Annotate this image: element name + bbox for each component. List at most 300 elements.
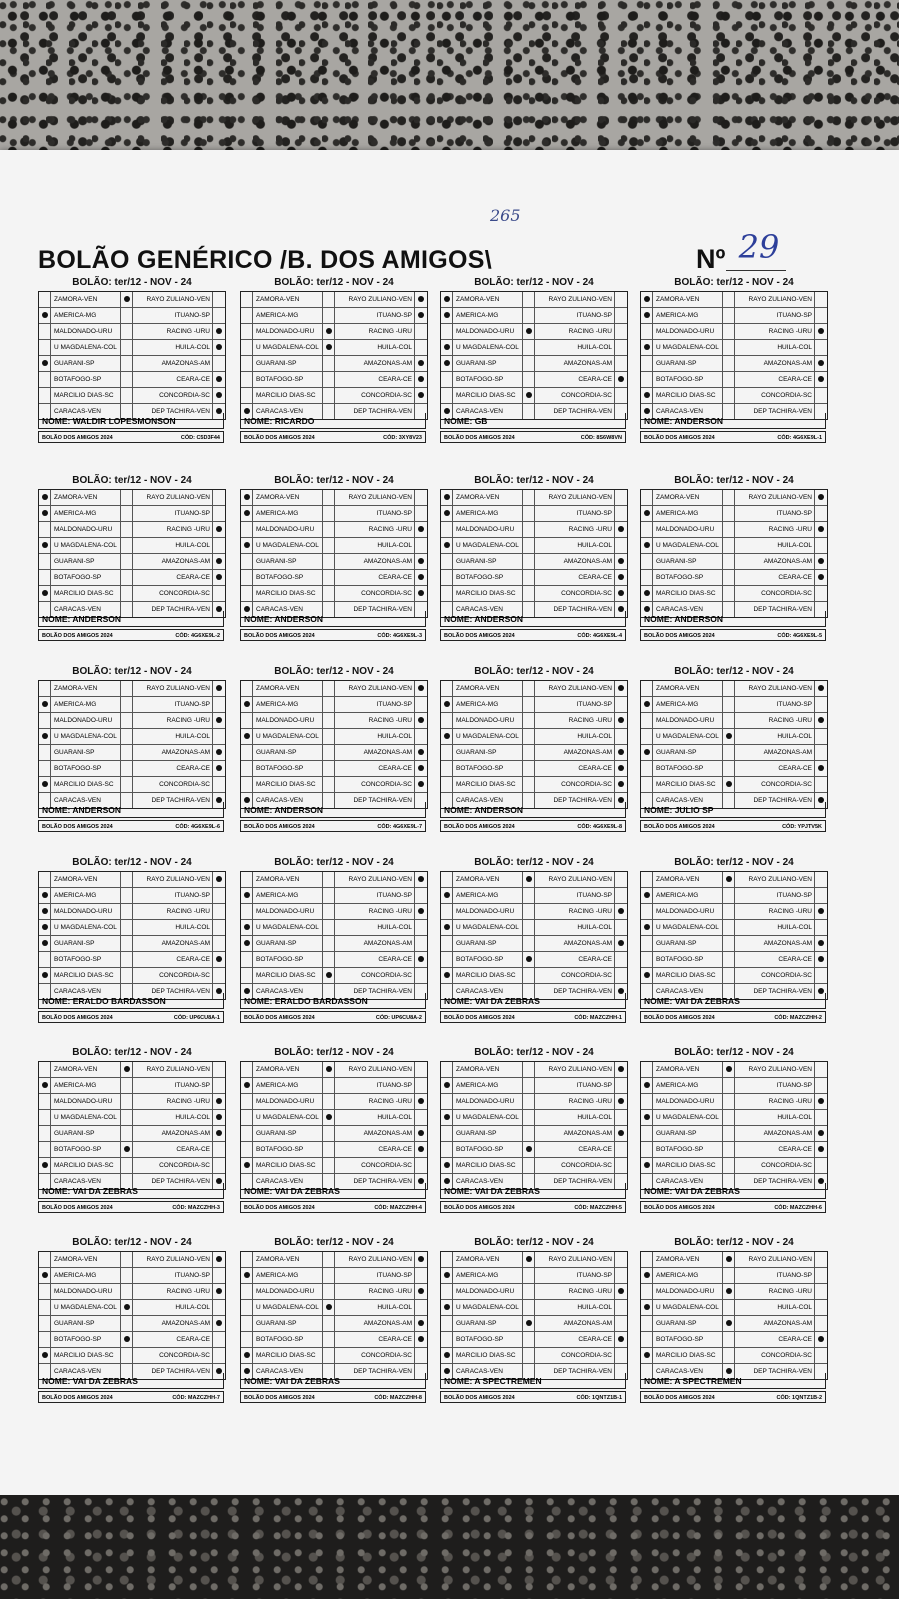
- home-pick-cell: [241, 1268, 253, 1283]
- draw-pick-cell: [723, 713, 735, 728]
- draw-pick-cell: [723, 372, 735, 387]
- home-pick-cell: [641, 729, 653, 744]
- pick-dot-icon: [526, 392, 532, 398]
- draw-pick-cell: [323, 968, 335, 983]
- draw-pick-cell: [723, 324, 735, 339]
- match-grid: [38, 1251, 226, 1380]
- away-team: HUILA-COL: [335, 1300, 415, 1315]
- home-pick-cell: [241, 586, 253, 601]
- home-pick-cell: [241, 554, 253, 569]
- ticket-code: CÓD: MAZCZHH-6: [774, 1205, 822, 1211]
- home-pick-cell: [241, 681, 253, 696]
- match-row: [441, 292, 627, 308]
- home-pick-cell: [441, 292, 453, 307]
- home-team: AMERICA-MG: [653, 308, 723, 323]
- away-team: HUILA-COL: [735, 1300, 815, 1315]
- away-team: CEARA-CE: [335, 952, 415, 967]
- away-pick-cell: [815, 586, 827, 601]
- away-pick-cell: [415, 372, 427, 387]
- away-team: CEARA-CE: [535, 372, 615, 387]
- draw-pick-cell: [323, 1332, 335, 1347]
- draw-pick-cell: [723, 586, 735, 601]
- match-row: [641, 888, 827, 904]
- footer-label: BOLÃO DOS AMIGOS 2024: [644, 824, 715, 830]
- match-row: [441, 1142, 627, 1158]
- player-name: NOME: ANDERSON: [240, 611, 426, 627]
- player-name: NOME: VAI DA ZEBRAS: [440, 993, 626, 1009]
- footer-label: BOLÃO DOS AMIGOS 2024: [644, 1015, 715, 1021]
- match-row: [641, 490, 827, 506]
- away-pick-cell: [415, 968, 427, 983]
- ticket-title: BOLÃO: ter/12 - NOV - 24: [274, 1047, 394, 1058]
- footer-label: BOLÃO DOS AMIGOS 2024: [244, 1395, 315, 1401]
- draw-pick-cell: [121, 1252, 133, 1267]
- match-row: [441, 745, 627, 761]
- home-pick-cell: [39, 1078, 51, 1093]
- home-team: GUARANI-SP: [51, 1126, 121, 1141]
- home-team: CARACAS-VEN: [51, 602, 121, 617]
- home-team: CARACAS-VEN: [51, 984, 121, 999]
- ticket-title: BOLÃO: ter/12 - NOV - 24: [674, 475, 794, 486]
- away-pick-cell: [615, 920, 627, 935]
- draw-pick-cell: [121, 904, 133, 919]
- draw-pick-cell: [121, 1126, 133, 1141]
- home-team: AMERICA-MG: [453, 1268, 523, 1283]
- match-row: [641, 1126, 827, 1142]
- ticket-code: CÓD: MAZCZHH-5: [574, 1205, 622, 1211]
- pick-dot-icon: [418, 590, 424, 596]
- away-team: CEARA-CE: [133, 952, 213, 967]
- draw-pick-cell: [723, 745, 735, 760]
- pick-dot-icon: [216, 1098, 222, 1104]
- home-team: ZAMORA-VEN: [253, 681, 323, 696]
- home-pick-cell: [39, 324, 51, 339]
- draw-pick-cell: [523, 920, 535, 935]
- footer-label: BOLÃO DOS AMIGOS 2024: [244, 824, 315, 830]
- away-pick-cell: [815, 761, 827, 776]
- away-team: AMAZONAS-AM: [133, 356, 213, 371]
- match-row: [441, 968, 627, 984]
- away-pick-cell: [213, 761, 225, 776]
- pick-dot-icon: [42, 1082, 48, 1088]
- pick-dot-icon: [618, 781, 624, 787]
- pick-dot-icon: [326, 1066, 332, 1072]
- home-team: AMERICA-MG: [653, 1078, 723, 1093]
- pick-dot-icon: [42, 494, 48, 500]
- home-pick-cell: [441, 1126, 453, 1141]
- match-row: [641, 372, 827, 388]
- away-team: CEARA-CE: [133, 1332, 213, 1347]
- home-team: U MAGDALENA-COL: [453, 1110, 523, 1125]
- match-row: [39, 1094, 225, 1110]
- draw-pick-cell: [723, 1110, 735, 1125]
- match-row: [241, 1158, 427, 1174]
- ticket-title: BOLÃO: ter/12 - NOV - 24: [72, 277, 192, 288]
- home-team: GUARANI-SP: [51, 745, 121, 760]
- away-pick-cell: [213, 506, 225, 521]
- home-team: CARACAS-VEN: [653, 602, 723, 617]
- home-team: U MAGDALENA-COL: [51, 340, 121, 355]
- away-team: AMAZONAS-AM: [335, 1126, 415, 1141]
- pick-dot-icon: [644, 1304, 650, 1310]
- away-team: ITUANO-SP: [335, 1078, 415, 1093]
- away-pick-cell: [415, 872, 427, 887]
- home-team: BOTAFOGO-SP: [453, 952, 523, 967]
- home-pick-cell: [441, 570, 453, 585]
- match-row: [641, 952, 827, 968]
- draw-pick-cell: [523, 1110, 535, 1125]
- draw-pick-cell: [121, 1142, 133, 1157]
- ticket-title: BOLÃO: ter/12 - NOV - 24: [274, 475, 394, 486]
- away-pick-cell: [815, 713, 827, 728]
- home-pick-cell: [241, 1126, 253, 1141]
- home-pick-cell: [641, 538, 653, 553]
- draw-pick-cell: [323, 522, 335, 537]
- pick-dot-icon: [444, 344, 450, 350]
- away-team: CONCORDIA-SC: [335, 388, 415, 403]
- pick-dot-icon: [644, 344, 650, 350]
- away-team: AMAZONAS-AM: [335, 745, 415, 760]
- away-team: RACING -URU: [535, 1094, 615, 1109]
- away-team: DEP TACHIRA-VEN: [535, 1174, 615, 1189]
- home-pick-cell: [441, 1078, 453, 1093]
- pick-dot-icon: [818, 1336, 824, 1342]
- match-row: [441, 490, 627, 506]
- player-name: NOME: VAI DA ZEBRAS: [440, 1183, 626, 1199]
- pick-dot-icon: [326, 1304, 332, 1310]
- ticket-footer: [640, 431, 826, 443]
- away-pick-cell: [615, 1110, 627, 1125]
- home-team: MALDONADO-URU: [253, 522, 323, 537]
- pick-dot-icon: [42, 1162, 48, 1168]
- footer-label: BOLÃO DOS AMIGOS 2024: [244, 633, 315, 639]
- away-pick-cell: [615, 1316, 627, 1331]
- home-pick-cell: [39, 1284, 51, 1299]
- away-team: DEP TACHIRA-VEN: [133, 984, 213, 999]
- draw-pick-cell: [323, 292, 335, 307]
- match-row: [641, 570, 827, 586]
- match-row: [641, 292, 827, 308]
- pick-dot-icon: [216, 328, 222, 334]
- pick-dot-icon: [726, 781, 732, 787]
- ticket-title: BOLÃO: ter/12 - NOV - 24: [474, 666, 594, 677]
- match-row: [441, 1332, 627, 1348]
- pick-dot-icon: [818, 1146, 824, 1152]
- home-pick-cell: [441, 538, 453, 553]
- pick-dot-icon: [418, 312, 424, 318]
- match-row: [39, 777, 225, 793]
- home-pick-cell: [441, 1268, 453, 1283]
- match-row: [441, 1300, 627, 1316]
- ticket-card: [640, 1237, 828, 1415]
- match-row: [641, 1268, 827, 1284]
- home-pick-cell: [441, 968, 453, 983]
- pick-dot-icon: [244, 542, 250, 548]
- ticket-card: [440, 277, 628, 455]
- match-row: [641, 729, 827, 745]
- home-pick-cell: [241, 1158, 253, 1173]
- ticket-card: [640, 1047, 828, 1225]
- ticket-footer: [38, 431, 224, 443]
- pick-dot-icon: [526, 1320, 532, 1326]
- match-grid: [440, 871, 628, 1000]
- match-row: [241, 713, 427, 729]
- pick-dot-icon: [124, 1066, 130, 1072]
- home-pick-cell: [241, 745, 253, 760]
- pick-dot-icon: [618, 1288, 624, 1294]
- match-row: [441, 1158, 627, 1174]
- match-row: [441, 308, 627, 324]
- away-pick-cell: [213, 490, 225, 505]
- draw-pick-cell: [723, 522, 735, 537]
- draw-pick-cell: [121, 713, 133, 728]
- away-team: ITUANO-SP: [335, 506, 415, 521]
- home-pick-cell: [441, 506, 453, 521]
- home-pick-cell: [641, 570, 653, 585]
- home-pick-cell: [39, 1094, 51, 1109]
- home-pick-cell: [441, 522, 453, 537]
- player-name: NOME: ANDERSON: [640, 611, 826, 627]
- away-pick-cell: [815, 324, 827, 339]
- draw-pick-cell: [723, 681, 735, 696]
- draw-pick-cell: [723, 388, 735, 403]
- away-pick-cell: [415, 308, 427, 323]
- home-team: MALDONADO-URU: [51, 1284, 121, 1299]
- draw-pick-cell: [523, 586, 535, 601]
- away-pick-cell: [615, 522, 627, 537]
- pick-dot-icon: [726, 1288, 732, 1294]
- away-pick-cell: [213, 340, 225, 355]
- home-pick-cell: [441, 372, 453, 387]
- draw-pick-cell: [121, 872, 133, 887]
- away-pick-cell: [213, 1158, 225, 1173]
- away-pick-cell: [815, 1348, 827, 1363]
- footer-label: BOLÃO DOS AMIGOS 2024: [244, 1205, 315, 1211]
- away-team: ITUANO-SP: [133, 1078, 213, 1093]
- match-row: [441, 936, 627, 952]
- pick-dot-icon: [418, 956, 424, 962]
- home-team: CARACAS-VEN: [453, 984, 523, 999]
- home-team: MALDONADO-URU: [653, 904, 723, 919]
- away-pick-cell: [415, 936, 427, 951]
- pick-dot-icon: [618, 526, 624, 532]
- footer-label: BOLÃO DOS AMIGOS 2024: [42, 824, 113, 830]
- home-pick-cell: [241, 388, 253, 403]
- away-team: DEP TACHIRA-VEN: [535, 984, 615, 999]
- away-pick-cell: [213, 1142, 225, 1157]
- home-pick-cell: [641, 745, 653, 760]
- away-pick-cell: [615, 372, 627, 387]
- home-pick-cell: [241, 936, 253, 951]
- away-pick-cell: [213, 388, 225, 403]
- away-pick-cell: [213, 920, 225, 935]
- pick-dot-icon: [244, 510, 250, 516]
- home-pick-cell: [39, 308, 51, 323]
- home-team: GUARANI-SP: [453, 1316, 523, 1331]
- away-pick-cell: [815, 1126, 827, 1141]
- match-row: [39, 522, 225, 538]
- away-pick-cell: [415, 586, 427, 601]
- draw-pick-cell: [723, 872, 735, 887]
- home-team: GUARANI-SP: [253, 745, 323, 760]
- ticket-code: CÓD: 4G6XE9L-1: [777, 435, 822, 441]
- home-pick-cell: [39, 1142, 51, 1157]
- draw-pick-cell: [723, 936, 735, 951]
- home-team: BOTAFOGO-SP: [453, 570, 523, 585]
- away-team: RAYO ZULIANO-VEN: [133, 1062, 213, 1077]
- draw-pick-cell: [323, 745, 335, 760]
- away-pick-cell: [615, 324, 627, 339]
- pick-dot-icon: [818, 494, 824, 500]
- pick-dot-icon: [418, 574, 424, 580]
- pick-dot-icon: [618, 558, 624, 564]
- draw-pick-cell: [523, 904, 535, 919]
- draw-pick-cell: [121, 1078, 133, 1093]
- pick-dot-icon: [644, 1272, 650, 1278]
- away-team: DEP TACHIRA-VEN: [735, 602, 815, 617]
- away-team: RAYO ZULIANO-VEN: [735, 872, 815, 887]
- match-row: [39, 904, 225, 920]
- away-team: CONCORDIA-SC: [535, 777, 615, 792]
- ticket-code: CÓD: C5D3F44: [180, 435, 220, 441]
- home-pick-cell: [641, 1110, 653, 1125]
- away-team: DEP TACHIRA-VEN: [335, 1364, 415, 1379]
- away-pick-cell: [615, 356, 627, 371]
- match-row: [241, 372, 427, 388]
- home-pick-cell: [241, 777, 253, 792]
- pick-dot-icon: [444, 510, 450, 516]
- away-team: RAYO ZULIANO-VEN: [335, 872, 415, 887]
- match-row: [241, 777, 427, 793]
- granite-background-bottom: [0, 1495, 899, 1599]
- draw-pick-cell: [323, 388, 335, 403]
- away-pick-cell: [815, 554, 827, 569]
- home-pick-cell: [641, 1078, 653, 1093]
- away-pick-cell: [415, 697, 427, 712]
- away-team: AMAZONAS-AM: [335, 554, 415, 569]
- home-team: AMERICA-MG: [253, 1078, 323, 1093]
- match-row: [241, 538, 427, 554]
- away-pick-cell: [415, 920, 427, 935]
- pick-dot-icon: [526, 956, 532, 962]
- draw-pick-cell: [723, 968, 735, 983]
- draw-pick-cell: [723, 1316, 735, 1331]
- home-pick-cell: [641, 697, 653, 712]
- away-team: ITUANO-SP: [535, 308, 615, 323]
- draw-pick-cell: [323, 936, 335, 951]
- home-team: AMERICA-MG: [253, 888, 323, 903]
- draw-pick-cell: [723, 356, 735, 371]
- draw-pick-cell: [121, 1268, 133, 1283]
- pick-dot-icon: [644, 701, 650, 707]
- footer-label: BOLÃO DOS AMIGOS 2024: [644, 1395, 715, 1401]
- pick-dot-icon: [618, 574, 624, 580]
- away-pick-cell: [415, 1126, 427, 1141]
- away-team: AMAZONAS-AM: [535, 936, 615, 951]
- away-pick-cell: [415, 554, 427, 569]
- home-pick-cell: [39, 506, 51, 521]
- match-row: [441, 522, 627, 538]
- ticket-title: BOLÃO: ter/12 - NOV - 24: [674, 277, 794, 288]
- away-pick-cell: [815, 872, 827, 887]
- ticket-title: BOLÃO: ter/12 - NOV - 24: [72, 666, 192, 677]
- home-team: U MAGDALENA-COL: [253, 1300, 323, 1315]
- draw-pick-cell: [121, 1110, 133, 1125]
- pick-dot-icon: [244, 1162, 250, 1168]
- draw-pick-cell: [523, 1062, 535, 1077]
- match-grid: [440, 489, 628, 618]
- away-team: CEARA-CE: [335, 570, 415, 585]
- away-team: DEP TACHIRA-VEN: [133, 404, 213, 419]
- pick-dot-icon: [444, 1162, 450, 1168]
- draw-pick-cell: [323, 697, 335, 712]
- pick-dot-icon: [326, 1114, 332, 1120]
- match-row: [441, 681, 627, 697]
- away-pick-cell: [213, 681, 225, 696]
- bet-sheet: [0, 150, 899, 1495]
- away-team: AMAZONAS-AM: [735, 745, 815, 760]
- match-row: [641, 713, 827, 729]
- match-row: [441, 340, 627, 356]
- match-row: [641, 936, 827, 952]
- away-pick-cell: [213, 697, 225, 712]
- ticket-title: BOLÃO: ter/12 - NOV - 24: [674, 1237, 794, 1248]
- ticket-title: BOLÃO: ter/12 - NOV - 24: [474, 277, 594, 288]
- home-pick-cell: [241, 1332, 253, 1347]
- match-row: [39, 308, 225, 324]
- away-team: AMAZONAS-AM: [133, 1126, 213, 1141]
- away-pick-cell: [615, 586, 627, 601]
- match-row: [39, 952, 225, 968]
- home-team: AMERICA-MG: [51, 308, 121, 323]
- pick-dot-icon: [418, 296, 424, 302]
- home-team: BOTAFOGO-SP: [253, 570, 323, 585]
- draw-pick-cell: [523, 761, 535, 776]
- match-row: [441, 506, 627, 522]
- away-team: CEARA-CE: [535, 761, 615, 776]
- home-team: BOTAFOGO-SP: [51, 952, 121, 967]
- draw-pick-cell: [523, 872, 535, 887]
- away-pick-cell: [615, 697, 627, 712]
- home-team: ZAMORA-VEN: [453, 292, 523, 307]
- ticket-card: [38, 1237, 226, 1415]
- away-pick-cell: [815, 745, 827, 760]
- match-grid: [240, 680, 428, 809]
- draw-pick-cell: [523, 538, 535, 553]
- draw-pick-cell: [523, 745, 535, 760]
- home-team: MARCILIO DIAS-SC: [253, 586, 323, 601]
- draw-pick-cell: [523, 554, 535, 569]
- match-grid: [440, 1251, 628, 1380]
- pick-dot-icon: [216, 574, 222, 580]
- draw-pick-cell: [523, 1316, 535, 1331]
- home-team: MARCILIO DIAS-SC: [653, 1158, 723, 1173]
- draw-pick-cell: [121, 1094, 133, 1109]
- away-pick-cell: [213, 968, 225, 983]
- home-pick-cell: [39, 904, 51, 919]
- footer-label: BOLÃO DOS AMIGOS 2024: [42, 633, 113, 639]
- draw-pick-cell: [323, 340, 335, 355]
- home-team: AMERICA-MG: [453, 888, 523, 903]
- player-name: NOME: VAI DA ZEBRAS: [38, 1183, 224, 1199]
- ticket-footer: [440, 629, 626, 641]
- home-team: BOTAFOGO-SP: [51, 1332, 121, 1347]
- home-team: MALDONADO-URU: [653, 713, 723, 728]
- home-team: AMERICA-MG: [253, 1268, 323, 1283]
- pick-dot-icon: [244, 1352, 250, 1358]
- away-pick-cell: [213, 586, 225, 601]
- ticket-title: BOLÃO: ter/12 - NOV - 24: [274, 277, 394, 288]
